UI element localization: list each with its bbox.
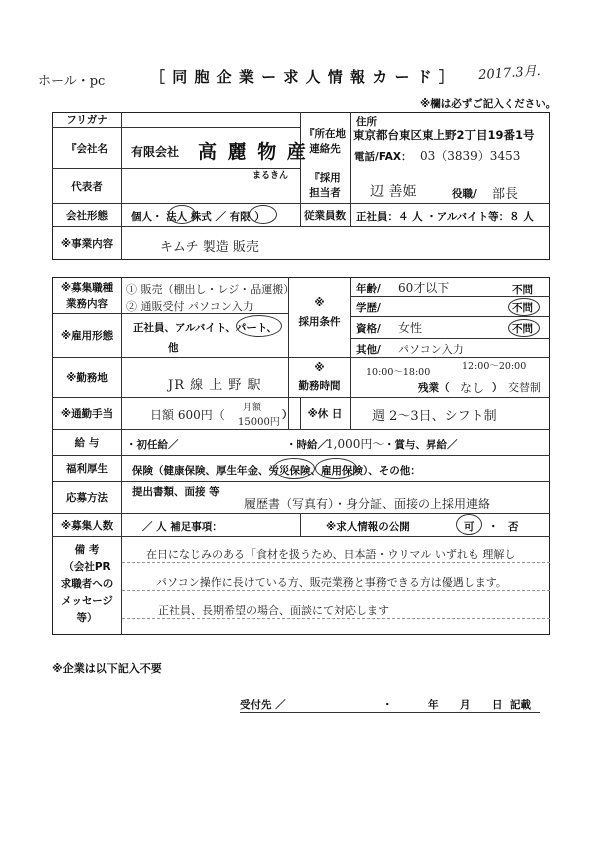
memo-label: [53, 542, 121, 627]
hours-label: 勤務時間: [298, 379, 341, 392]
age-fumon: 不問: [512, 284, 533, 296]
recruit-label: 『採用: [309, 171, 341, 184]
location-value: JR 線 上 野 駅: [168, 378, 262, 393]
required-note: ※欄は必ずご記入ください。: [420, 98, 557, 110]
footer-year: 年: [428, 699, 439, 711]
count-label: ※募集人数: [60, 519, 114, 532]
publish-label: ※求人情報の公開: [326, 521, 410, 533]
company-reading: まるきん: [252, 171, 289, 181]
apply-label: 応募方法: [66, 492, 108, 504]
welfare-circle-koyou: [315, 458, 357, 479]
holiday-label: ※休 日: [307, 408, 343, 420]
salary-hourly-label: ・時給／: [286, 439, 328, 451]
page-title: ［ 同 胞 企 業 ー 求 人 情 報 カ ー ド ］: [150, 68, 455, 86]
overtime-label: 残業（: [418, 382, 450, 394]
recruiter-label: 担当者: [309, 186, 341, 199]
company-form-options: 個人・ 法人 株式 ／ 有限 ）: [131, 211, 265, 223]
form-date: 2017.3月.: [477, 63, 542, 84]
role-value: 部長: [492, 187, 519, 202]
address-label: 『所在地: [304, 127, 346, 140]
footer-note: ※企業は以下記入不要: [52, 662, 162, 675]
representative-label: 代表者: [71, 180, 103, 193]
publish-no: 否: [508, 521, 519, 533]
commute-cap-value: 15000円: [238, 417, 280, 428]
location-label: ※勤務地: [66, 372, 108, 384]
corner-note: ホール・pc: [38, 74, 106, 89]
hours-mark: ※: [314, 362, 325, 374]
publish-sep: ・: [488, 521, 499, 533]
license-label: 資格/: [356, 323, 381, 335]
commute-label: ※通勤手当: [60, 408, 114, 420]
duty-line-1: ① 販売（棚出し・レジ・品運搬）: [126, 283, 295, 296]
other-label: 其他/: [356, 344, 381, 356]
business-value: キムチ 製造 販売: [160, 240, 259, 255]
commute-close: ）: [282, 409, 293, 421]
role-label: 役職/: [452, 188, 477, 200]
memo-label-line: メッセージ: [61, 595, 113, 607]
company-type: 有限会社: [131, 145, 180, 159]
employment-other: 他: [168, 342, 179, 354]
memo-line-2: パソコン操作に長けている方、販売業務と事務できる方は優遇します。: [156, 576, 507, 589]
employees-label: 従業員数: [304, 209, 346, 222]
recruiter-name: 辺 善姫: [370, 184, 417, 200]
education-circle: [508, 298, 540, 316]
holiday-value: 週 2～3日、シフト制: [372, 409, 497, 424]
commute-value: 日額 600円（: [150, 408, 225, 422]
employment-circle-part: [236, 315, 282, 337]
other-value: パソコン入力: [398, 343, 464, 356]
overtime-close: ）: [492, 382, 503, 394]
education-fumon: 不問: [512, 302, 533, 314]
conditions-mark: ※: [314, 297, 325, 309]
form-circle-ltd: [249, 205, 277, 224]
salary-bonus-label: ・賞与、昇給／: [384, 439, 458, 451]
salary-start-label: ・初任給／: [126, 439, 179, 451]
age-label: 年齢/: [356, 283, 381, 295]
welfare-label: 福利厚生: [66, 463, 108, 475]
license-value: 女性: [398, 321, 423, 335]
company-name: 高 麗 物 産: [198, 141, 308, 163]
count-value: ／ 人 補足事項：: [142, 521, 223, 533]
company-form-label: 会社形態: [66, 209, 108, 222]
memo-label-line: （会社PR: [63, 561, 111, 573]
welfare-value: 保険（健康保険、厚生年金、労災保険、雇用保険）、その他：: [132, 465, 421, 477]
memo-line-3: 正社員、長期希望の場合、面談にて対応します: [158, 604, 389, 617]
footer-dot: ・: [382, 699, 393, 711]
footer-day: 日: [492, 699, 503, 711]
apply-handwritten: 履歴書（写真有）・身分証、面接の上採用連絡: [244, 497, 491, 511]
salary-label: 給 与: [74, 437, 100, 449]
conditions-label: 採用条件: [298, 315, 341, 328]
memo-label-line: 備 考: [74, 544, 100, 556]
furigana-label: フリガナ: [66, 114, 108, 126]
employees-value: 正社員：４ 人 ・アルバイト等：８ 人: [356, 211, 534, 223]
memo-label-line: 求職者への: [60, 578, 114, 590]
business-label: ※事業内容: [60, 238, 114, 250]
duty-label: ※募集職種: [60, 281, 114, 294]
contact-label: 連絡先: [309, 142, 341, 155]
shift-value: 交替制: [508, 381, 541, 394]
overtime-value: なし: [460, 381, 485, 395]
received-label: 受付先 ／: [240, 699, 286, 711]
address-prefix: 住所: [356, 116, 377, 128]
education-label: 学歴/: [356, 302, 381, 314]
company-name-label: 『会社名: [66, 142, 108, 155]
employment-label: ※雇用形態: [60, 330, 114, 342]
age-value: 60才以下: [398, 281, 450, 295]
publish-yes: 可: [464, 521, 475, 533]
employment-options: 正社員、アルバイト、パート、: [133, 322, 277, 334]
license-fumon: 不問: [512, 323, 533, 335]
salary-hourly-value: 1,000円～: [326, 437, 385, 451]
license-circle: [508, 319, 540, 337]
address-value: 東京都台東区東上野2丁目19番1号: [353, 128, 535, 142]
footer-month: 月: [460, 699, 471, 711]
memo-line-1: 在日になじみのある「食材を扱うため、日本語・ウリマル いずれも 理解し: [146, 548, 516, 561]
apply-value: 提出書類、面接 等: [132, 486, 220, 498]
memo-label-line: 等）: [76, 612, 98, 624]
welfare-circle-rousai: [273, 458, 315, 479]
publish-circle: [456, 514, 482, 535]
duty-line-2: ② 通販受付 パソコン入力: [126, 300, 254, 313]
duty-content-label: 業務内容: [66, 297, 108, 310]
phone-label: 電話/FAX：: [354, 151, 412, 163]
commute-cap-label: 月額: [243, 403, 262, 413]
hours-value-1: 10:00～18:00: [366, 367, 431, 378]
phone-value: 03（3839）3453: [420, 149, 521, 163]
footer-recorded: 記載: [510, 699, 531, 711]
form-circle-corp: [168, 205, 196, 224]
hours-value-2: 12:00～20:00: [462, 361, 527, 372]
